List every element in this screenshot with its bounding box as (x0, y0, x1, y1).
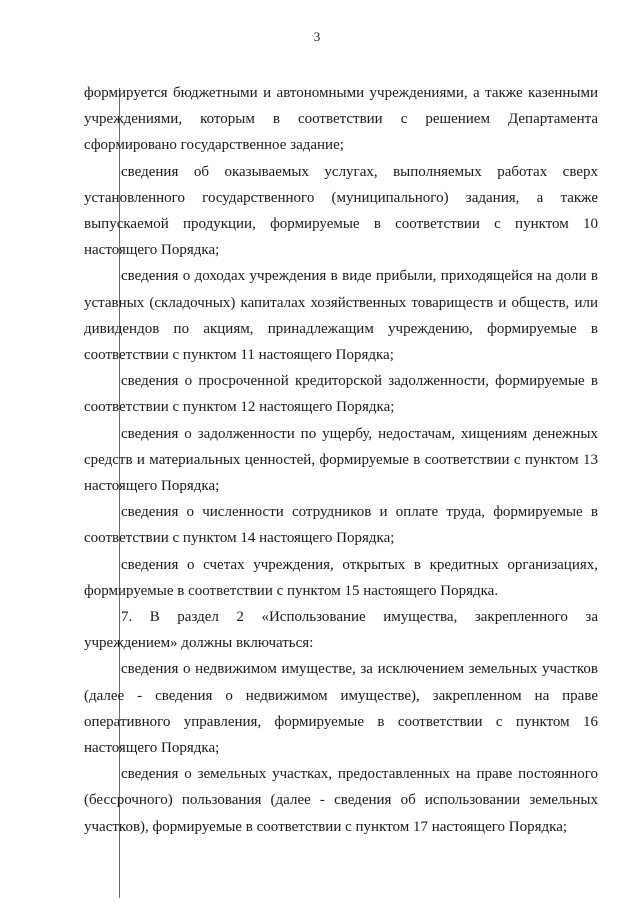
paragraph-income-info: сведения о доходах учреждения в виде прибыли, приходящейся на доли в уставных (складочных) капиталах хозяйственных товариществ и обществ, или дивидендов по акциям, принадлежащим учреждению, формируемые в соответствии с пунктом 11 настоящего Порядка; (84, 268, 598, 364)
paragraph-damage-debt: сведения о задолженности по ущербу, недостачам, хищениям денежных средств и материальных ценностей, формируемые в соответствии с пунктом 13 настоящего Порядка; (84, 425, 598, 495)
paragraph-real-estate: сведения о недвижимом имуществе, за исключением земельных участков (далее - сведения о недвижимом имуществе), закрепленном на праве оперативного управления, формируемые в соответствии с пунктом 16 настоящего Порядка; (84, 661, 598, 757)
paragraph-land-plots: сведения о земельных участках, предоставленных на праве постоянного (бессрочного) пользования (далее - сведения об использовании земельных участков), формируемые в соответствии с пунктом 17 настоящего Порядка; (84, 766, 598, 835)
paragraph-staff-pay: сведения о численности сотрудников и оплате труда, формируемые в соответствии с пунктом 14 настоящего Порядка; (84, 504, 598, 547)
paragraph-services-info: сведения об оказываемых услугах, выполняемых работах сверх установленного государственного (муниципального) задания, а также выпускаемой продукции, формируемые в соответствии с пунктом 10 настоящего Порядка; (84, 163, 598, 259)
document-body (84, 80, 598, 840)
paragraph-overdue-debt: сведения о просроченной кредиторской задолженности, формируемые в соответствии с пунктом 12 настоящего Порядка; (84, 373, 598, 416)
paragraph-section-2-heading: 7. В раздел 2 «Использование имущества, закрепленного за учреждением» должны включаться: (84, 609, 598, 652)
paragraph-bank-accounts: сведения о счетах учреждения, открытых в кредитных организациях, формируемые в соответствии с пунктом 15 настоящего Порядка. (84, 556, 598, 599)
paragraph-continuation: формируется бюджетными и автономными учреждениями, а также казенными учреждениями, которым в соответствии с решением Департамента сформировано государственное задание; (84, 85, 598, 154)
page-number: 3 (313, 29, 321, 44)
